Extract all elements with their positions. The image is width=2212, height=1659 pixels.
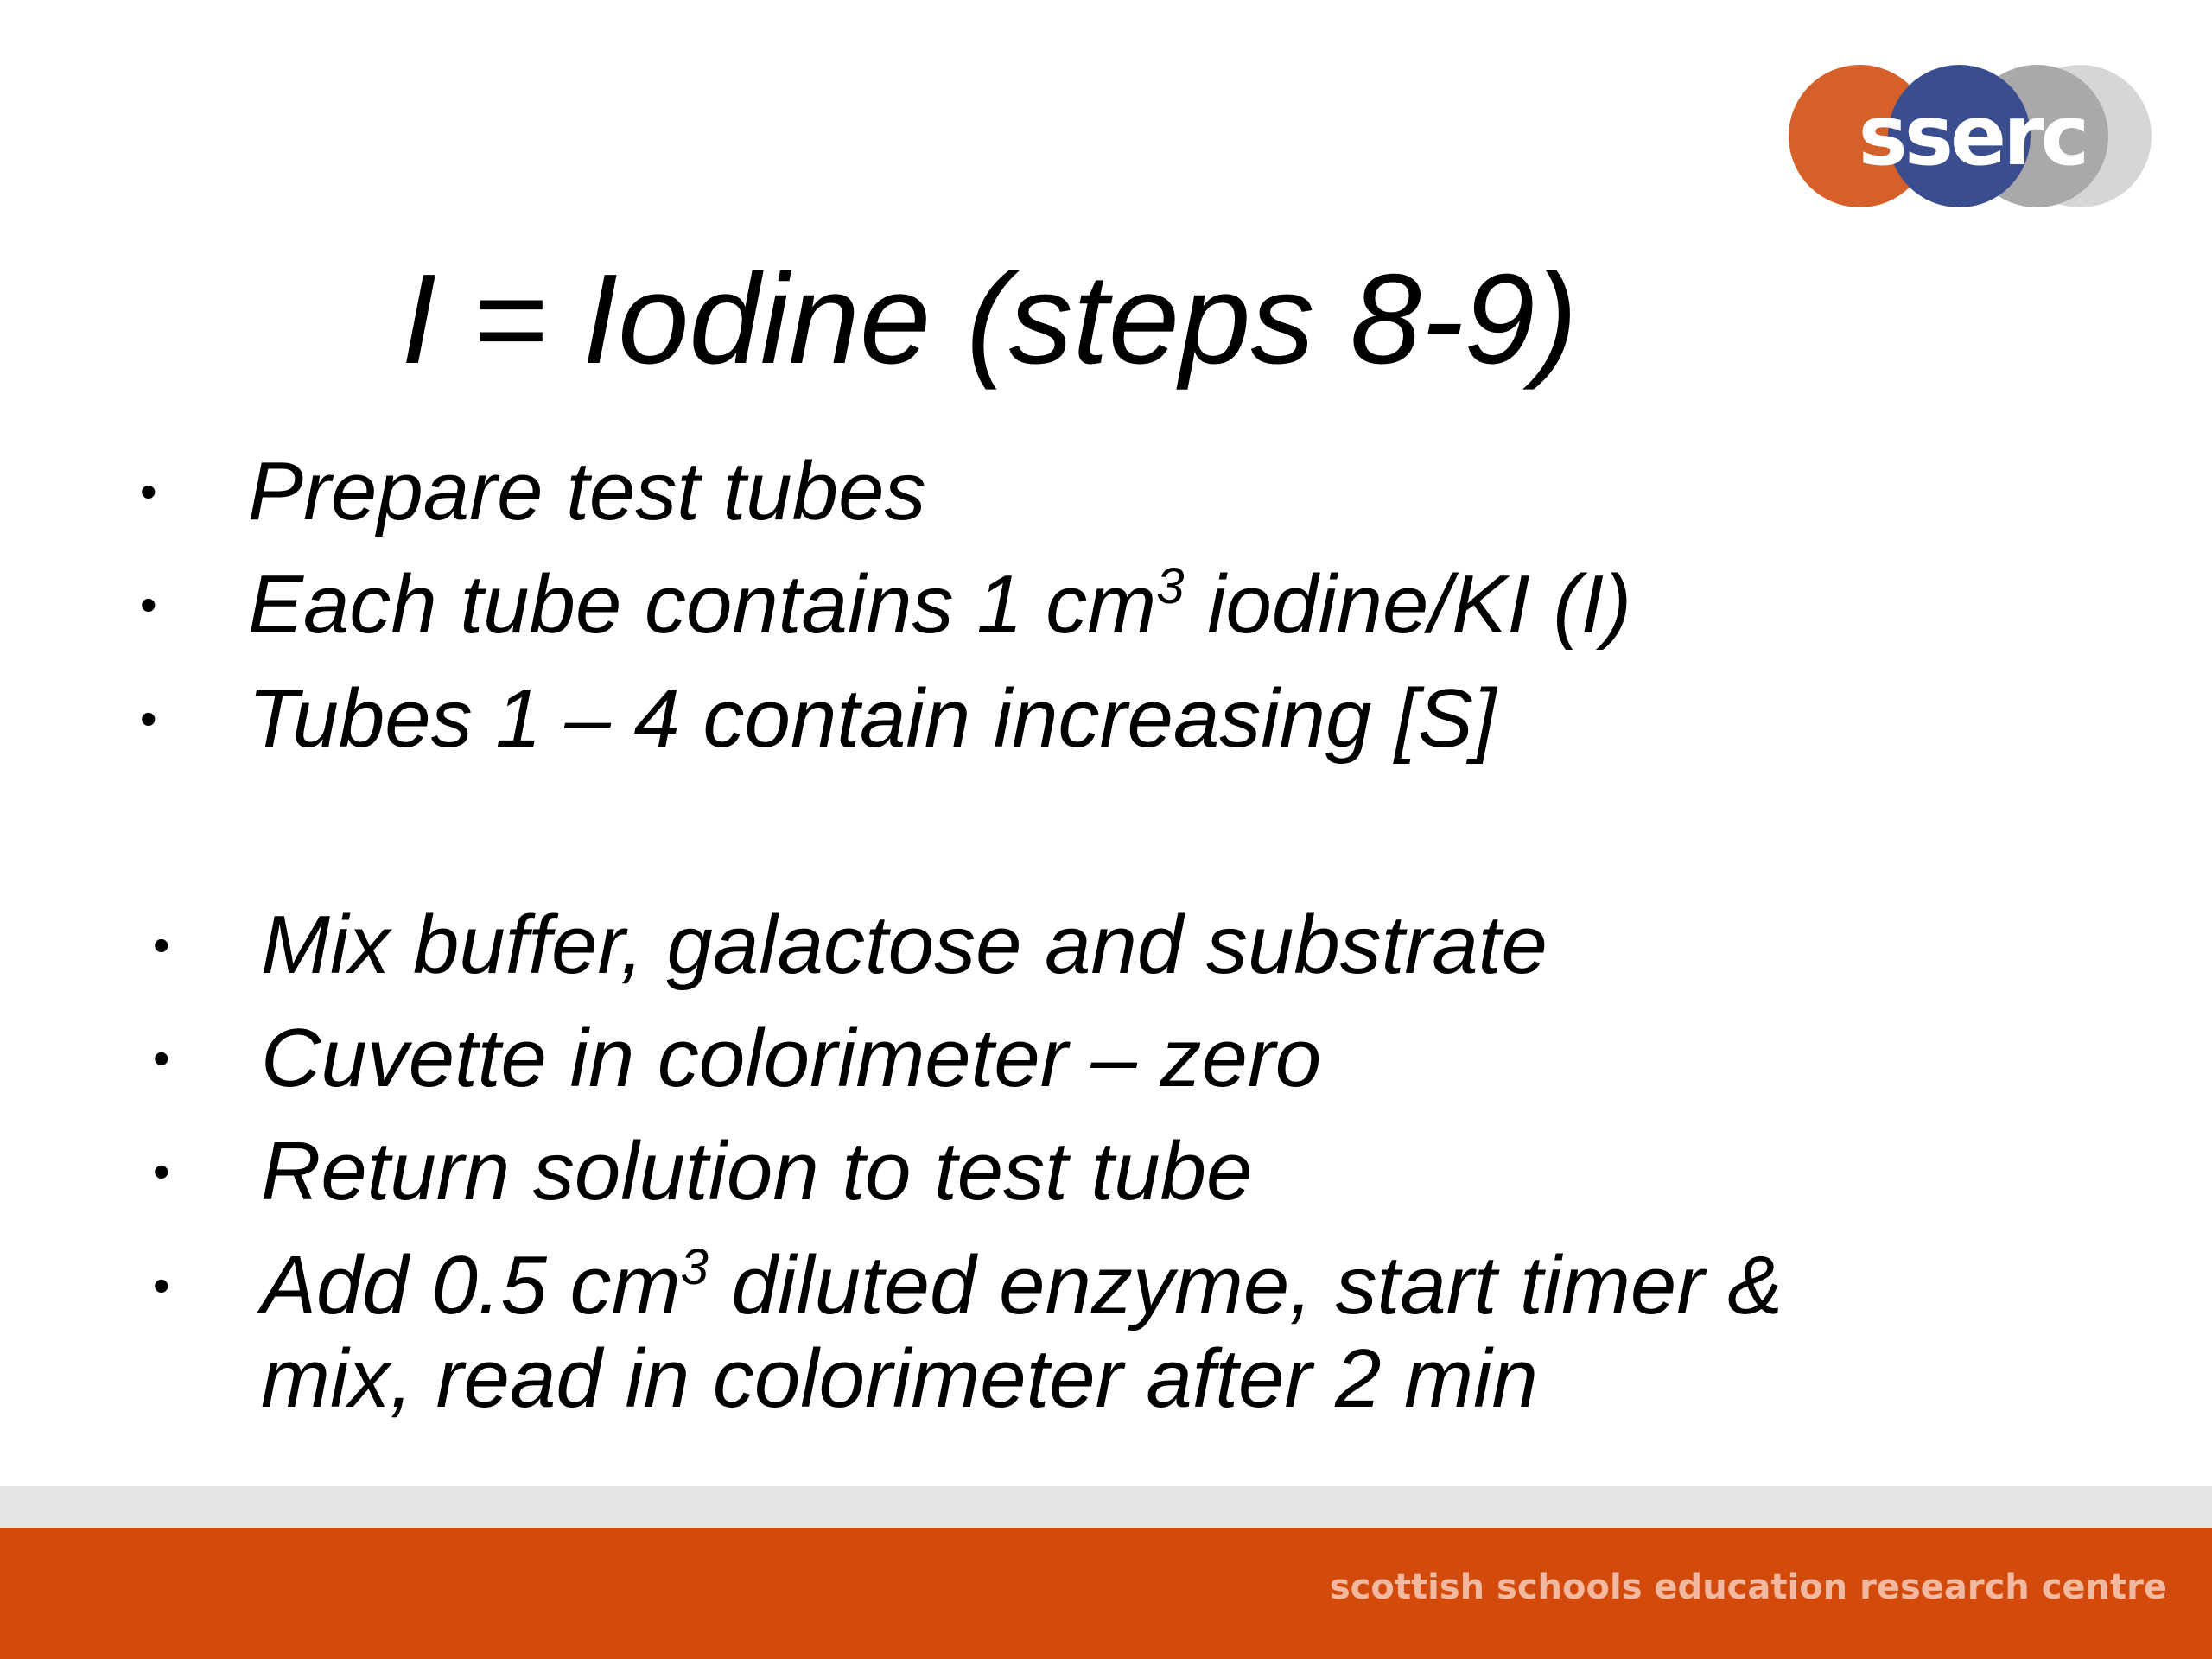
bullet-text: iodine/KI (I): [1184, 558, 1632, 651]
bullet-text: Prepare test tubes: [248, 445, 926, 537]
bullet-icon: •: [140, 691, 157, 746]
footer-text: scottish schools education research centre: [1329, 1567, 2167, 1607]
bullet-icon: •: [140, 577, 157, 632]
bullet-text: Cuvette in colorimeter – zero: [261, 1012, 1322, 1104]
bullet-text: Add 0.5 cm: [261, 1239, 681, 1332]
bullet-text: Tubes 1 – 4 contain increasing [S]: [248, 672, 1497, 765]
bullet-text-continuation: mix, read in colorimeter after 2 min: [261, 1332, 1538, 1425]
superscript: 3: [680, 1239, 709, 1295]
bullet-item: [153, 899, 1548, 992]
bullet-text: Each tube contains 1 cm: [248, 558, 1157, 651]
bullet-text: diluted enzyme, start timer &: [708, 1239, 1783, 1332]
bullet-item: [140, 445, 926, 538]
bullet-icon: •: [153, 1258, 170, 1313]
logo-text: sserc: [1858, 87, 2087, 184]
bullet-item: [153, 1239, 1783, 1426]
bullet-item: [153, 1012, 1322, 1105]
bullet-item: [153, 1125, 1253, 1218]
superscript: 3: [1156, 558, 1185, 614]
bullet-item: [140, 672, 1497, 766]
bullet-icon: •: [153, 1031, 170, 1085]
bullet-icon: •: [153, 1144, 170, 1198]
bullet-icon: •: [153, 918, 170, 972]
footer-band: [0, 1486, 2212, 1528]
bullet-icon: •: [140, 464, 157, 518]
bullet-item: [140, 558, 1632, 652]
bullet-text: Mix buffer, galactose and substrate: [261, 899, 1548, 991]
footer-bar: [0, 1528, 2212, 1659]
bullet-text: Return solution to test tube: [261, 1125, 1253, 1217]
slide-title: I = Iodine (steps 8-9): [401, 248, 1578, 391]
